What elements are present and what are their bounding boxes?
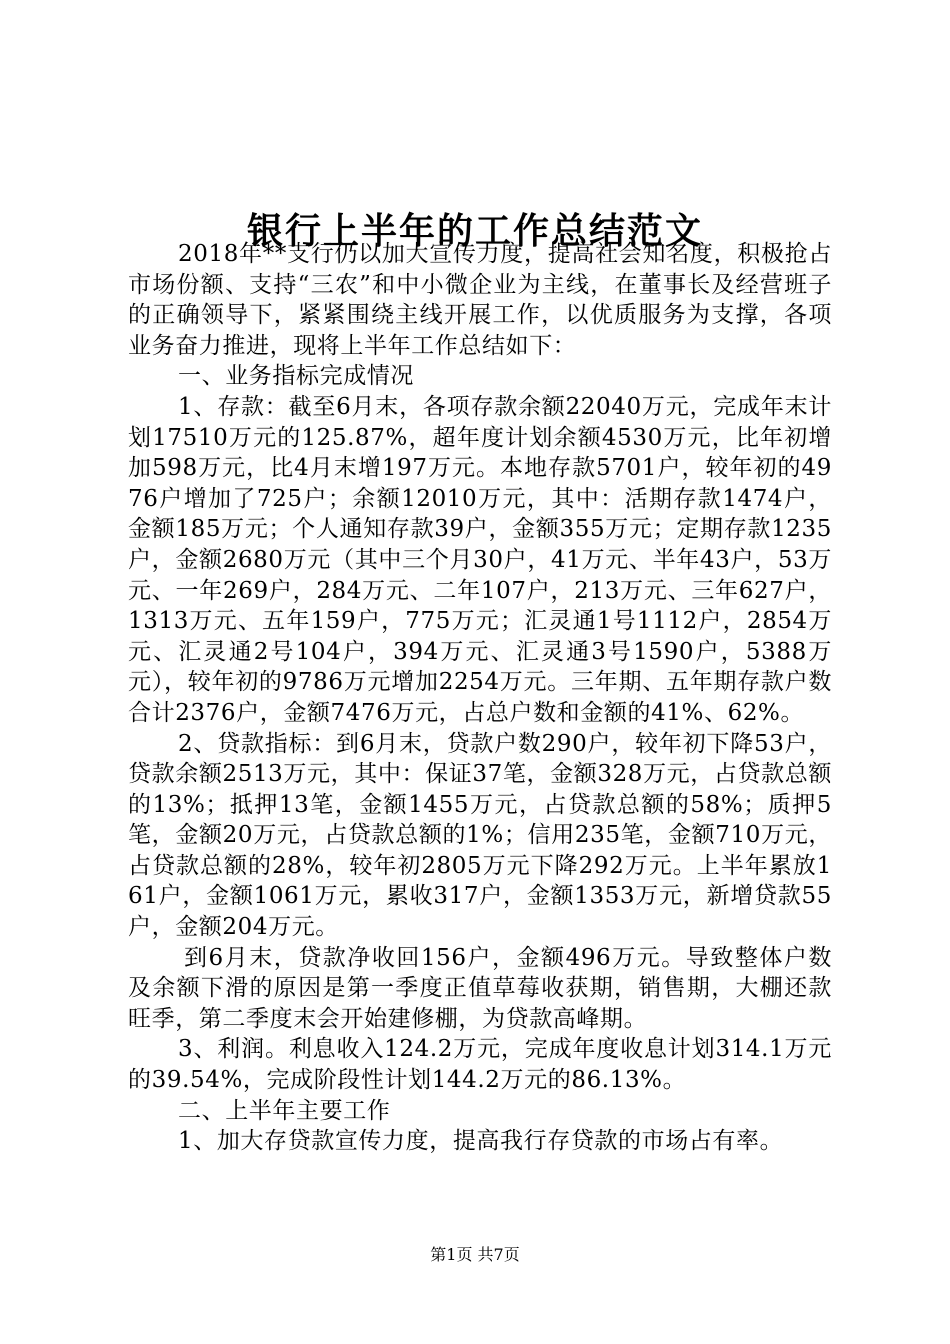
deposit-paragraph: 1、存款：截至6月末，各项存款余额22040万元，完成年末计划17510万元的125.87%，超年度计划余额4530万元，比年初增加598万元，比4月末增197万元。本地存款5701户，较年初的4976户增加了725户；余额12010万元，其中：活期存款1474户，金额185万元；个人通知存款39户，金额355万元；定期存款1235户，金额2680万元（其中三个月30户，41万元、半年43户，53万元、一年269户，284万元、二年107户，213万元、三年627户，1313万元、五年159户，775万元；汇灵通1号1112户，2854万元、汇灵通2号104户，394万元、汇灵通3号1590户，5388万元），较年初的9786万元增加2254万元。三年期、五年期存款户数合计2376户，金额7476万元，占总户数和金额的41%、62%。 xyxy=(128,393,832,726)
document-title: 银行上半年的工作总结范文 xyxy=(246,210,703,253)
profit-paragraph: 3、利润。利息收入124.2万元，完成年度收息计划314.1万元的39.54%，完成阶段性计划144.2万元的86.13%。 xyxy=(128,1036,832,1094)
document-body xyxy=(128,239,832,1157)
loan-paragraph: 2、贷款指标：到6月末，贷款户数290户，较年初下降53户，贷款余额2513万元，其中：保证37笔，金额328万元，占贷款总额的13%；抵押13笔，金额1455万元，占贷款总额的58%；质押5笔，金额20万元，占贷款总额的1%；信用235笔，金额710万元，占贷款总额的28%，较年初2805万元下降292万元。上半年累放161户，金额1061万元，累收317户，金额1353万元，新增贷款55户，金额204万元。 xyxy=(128,730,832,941)
section-heading-1: 一、业务指标完成情况 xyxy=(178,363,414,390)
work-item-1: 1、加大存贷款宣传力度，提高我行存贷款的市场占有率。 xyxy=(178,1128,784,1155)
intro-paragraph: 2018年**支行仍以加大宣传力度，提高社会知名度，积极抢占市场份额、支持“三农”和中小微企业为主线，在董事长及经营班子的正确领导下，紧紧围绕主线开展工作，以优质服务为支撑，各项业务奋力推进，现将上半年工作总结如下： xyxy=(128,241,832,359)
section-heading-2: 二、上半年主要工作 xyxy=(178,1097,391,1124)
loan-recovery-paragraph: 到6月末，贷款净收回156户，金额496万元。导致整体户数及余额下滑的原因是第一季度正值草莓收获期，销售期，大棚还款旺季，第二季度末会开始建修棚，为贷款高峰期。 xyxy=(128,944,832,1032)
page-footer: 第1页 共7页 xyxy=(430,1245,520,1264)
